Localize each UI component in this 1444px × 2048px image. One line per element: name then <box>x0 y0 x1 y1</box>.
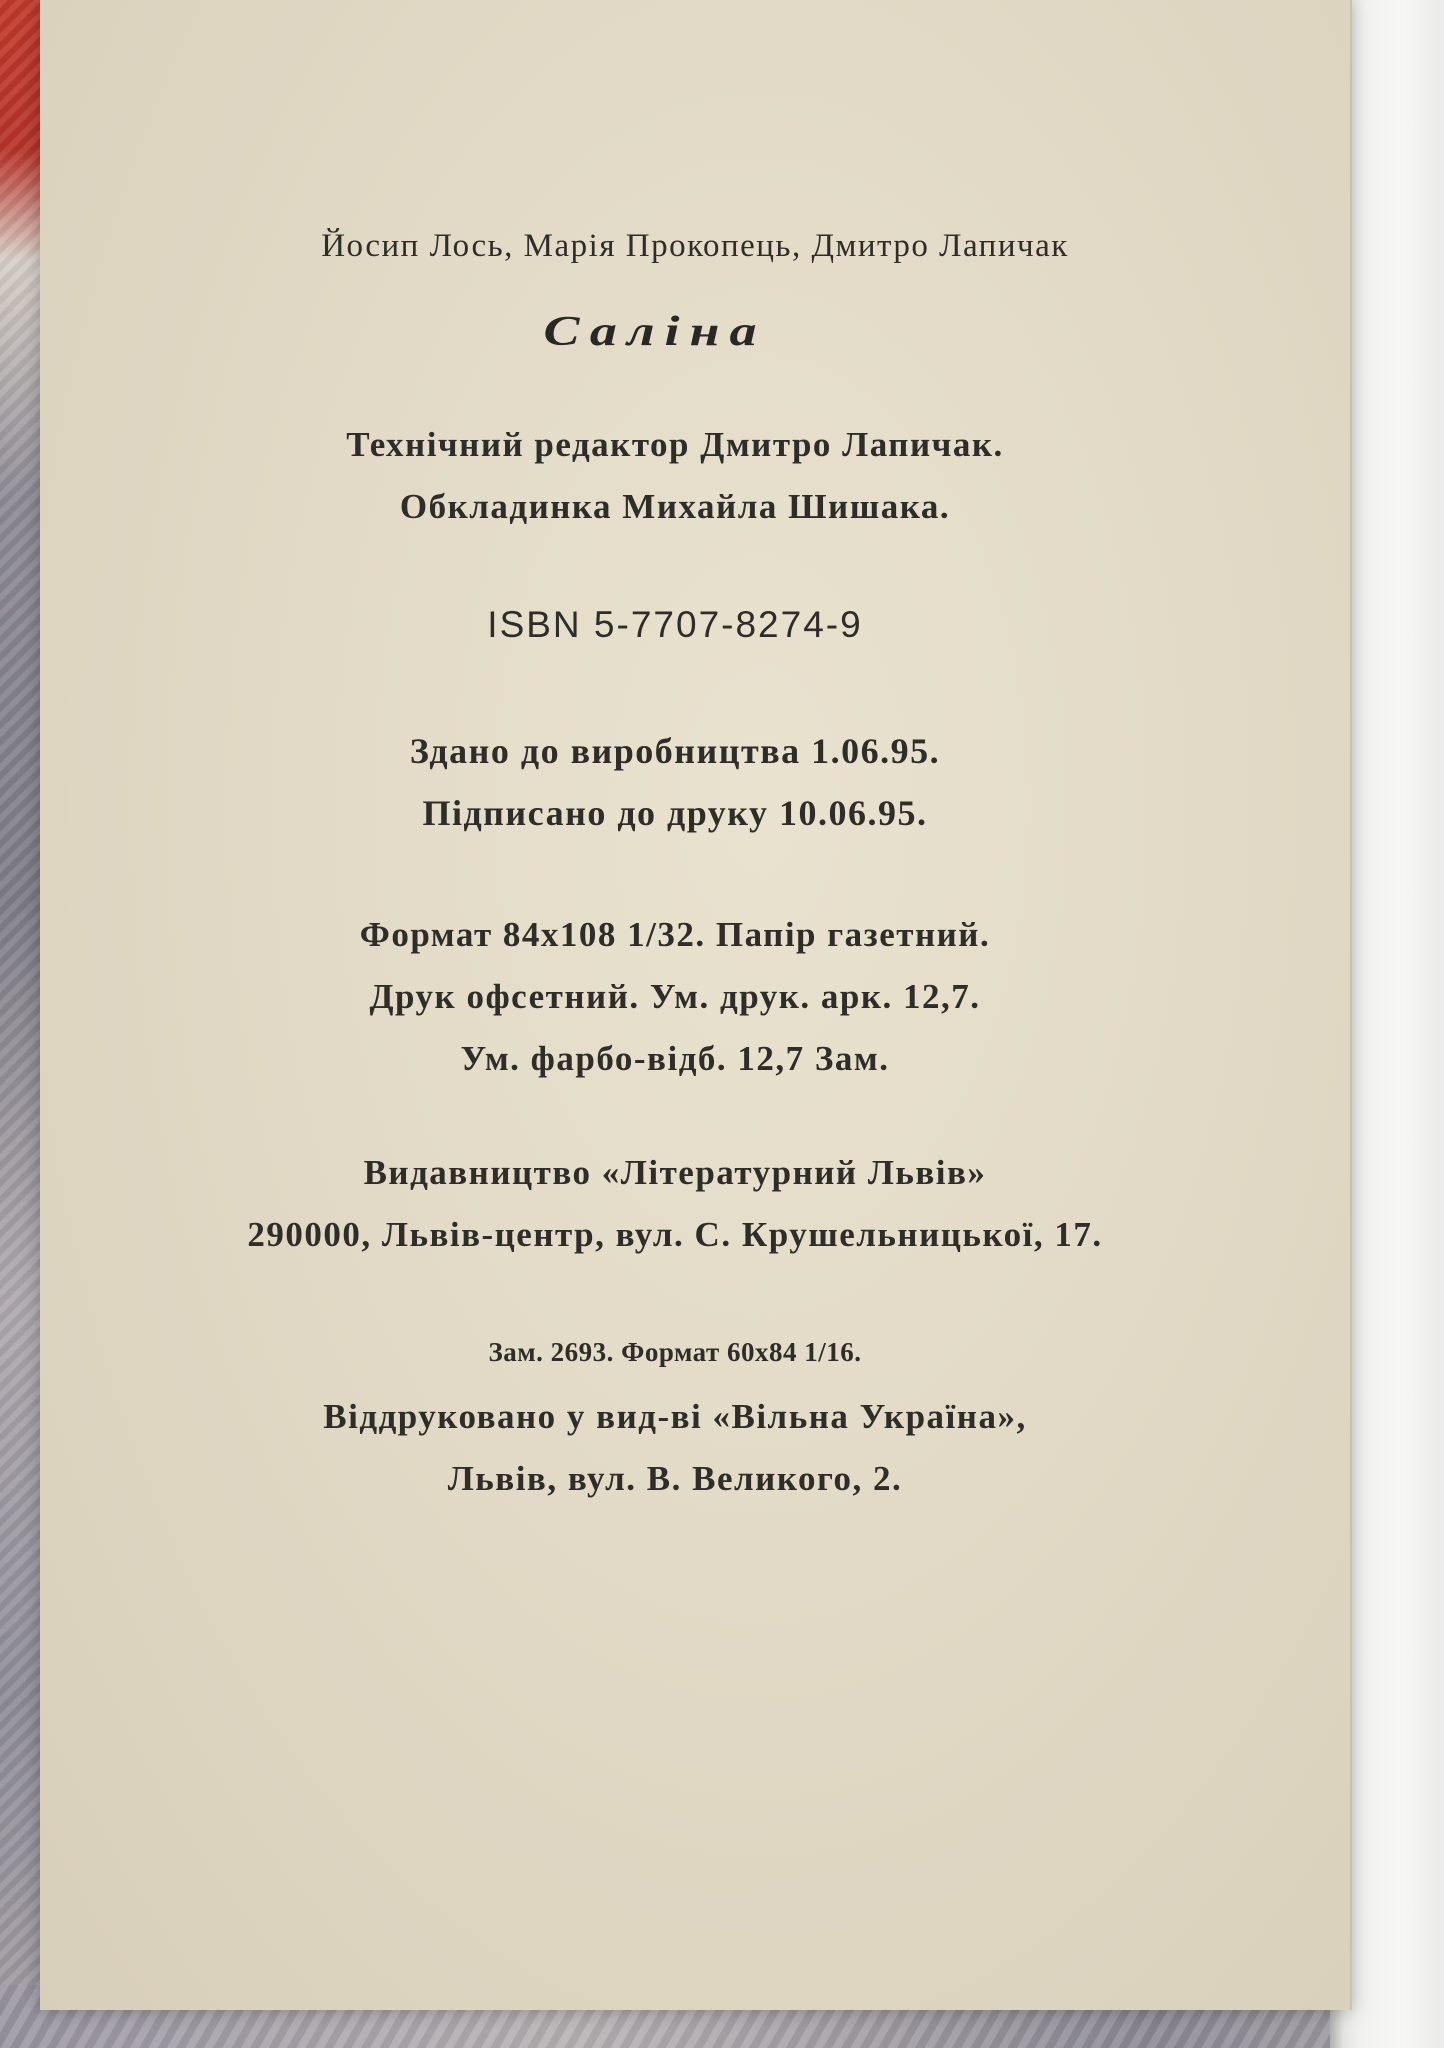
format-line-3: Ум. фарбо-відб. 12,7 Зам. <box>460 1039 890 1078</box>
isbn-line: ISBN 5-7707-8274-9 <box>487 604 863 645</box>
imprint-page <box>40 0 1352 2010</box>
format-line-1: Формат 84х108 1/32. Папір газетний. <box>359 915 991 954</box>
book-title: Саліна <box>543 307 767 355</box>
printer-name-line: Віддруковано у вид-ві «Вільна Україна», <box>323 1397 1027 1436</box>
printer-address-line: Львів, вул. В. Великого, 2. <box>447 1459 903 1498</box>
technical-editor-line: Технічний редактор Дмитро Лапичак. <box>346 425 1004 464</box>
signed-date-line: Підписано до друку 10.06.95. <box>422 793 928 833</box>
format-line-2: Друк офсетний. Ум. друк. арк. 12,7. <box>369 977 981 1016</box>
order-format-line: Зам. 2693. Формат 60х84 1/16. <box>488 1337 862 1367</box>
submitted-date-line: Здано до виробництва 1.06.95. <box>409 731 941 771</box>
publisher-name-line: Видавництво «Літературний Львів» <box>363 1153 987 1192</box>
publisher-address-line: 290000, Львів-центр, вул. С. Крушельницької, 17. <box>247 1215 1103 1254</box>
cover-credit-line: Обкладинка Михайла Шишака. <box>399 487 951 526</box>
authors-line: Йосип Лось, Марія Прокопець, Дмитро Лапичак <box>321 228 1069 264</box>
